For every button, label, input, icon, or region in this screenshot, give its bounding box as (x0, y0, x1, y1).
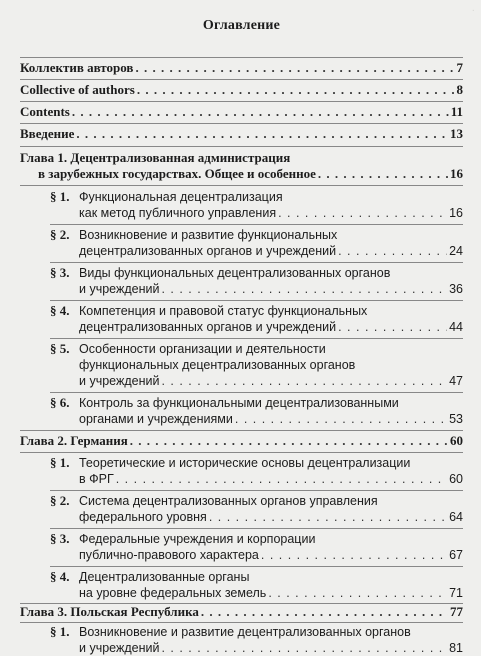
divider (20, 622, 463, 623)
entry-title: федерального уровня (79, 510, 207, 524)
entry-title: Введение (20, 126, 75, 141)
toc-entry-section[interactable] (79, 640, 463, 656)
toc-entry-chapter-1[interactable] (38, 166, 463, 182)
section-title: Особенности организации и деятельности (79, 342, 326, 356)
page-title: Оглавление (202, 18, 281, 33)
show-through: · (471, 6, 475, 17)
leader-dots (209, 509, 447, 525)
section-number: § 4. (50, 303, 70, 318)
section-title: Система децентрализованных органов управления (79, 494, 378, 508)
section-number: § 1. (50, 624, 70, 639)
leader-dots (338, 243, 447, 259)
toc-page (20, 0, 463, 655)
divider (20, 146, 463, 147)
entry-title: Глава 3. Польская Республика (20, 604, 199, 619)
entry-page: 44 (449, 320, 463, 334)
divider (50, 262, 463, 263)
entry-page: 13 (450, 126, 463, 141)
entry-page: 71 (449, 586, 463, 600)
entry-title: на уровне федеральных земель (79, 586, 267, 600)
divider (50, 338, 463, 339)
leader-dots (268, 585, 447, 601)
toc-entry-section[interactable] (79, 509, 463, 525)
divider (50, 490, 463, 491)
section-title: Контроль за функциональными децентрализованными (79, 396, 399, 410)
divider (20, 452, 463, 453)
toc-entry-section[interactable] (79, 319, 463, 335)
leader-dots (72, 104, 449, 120)
leader-dots (278, 205, 447, 221)
leader-dots (338, 319, 447, 335)
leader-dots (116, 471, 447, 487)
leader-dots (235, 411, 447, 427)
section-number: § 2. (50, 227, 70, 242)
leader-dots (161, 640, 447, 656)
divider (20, 185, 463, 186)
entry-page: 67 (449, 548, 463, 562)
toc-entry-section[interactable] (79, 547, 463, 563)
entry-title: в ФРГ (79, 472, 114, 486)
divider (50, 300, 463, 301)
divider (20, 123, 463, 124)
entry-page: 24 (449, 244, 463, 258)
section-title: Функциональная децентрализация (79, 190, 283, 204)
entry-title: децентрализованных органов и учреждений (79, 244, 337, 258)
leader-dots (130, 433, 448, 449)
section-title: Возникновение и развитие децентрализованных органов (79, 625, 411, 639)
entry-page: 47 (449, 374, 463, 388)
divider (50, 392, 463, 393)
divider (20, 79, 463, 80)
leader-dots (137, 82, 455, 98)
toc-entry-section[interactable] (79, 411, 463, 427)
entry-title: в зарубежных государствах. Общее и особенное (38, 166, 316, 181)
entry-title: децентрализованных органов и учреждений (79, 320, 337, 334)
toc-entry[interactable] (20, 60, 463, 76)
entry-page: 16 (450, 166, 463, 181)
divider (20, 57, 463, 58)
section-number: § 2. (50, 493, 70, 508)
toc-entry-section[interactable] (79, 243, 463, 259)
entry-page: 60 (450, 433, 463, 448)
toc-entry-section[interactable] (79, 205, 463, 221)
leader-dots (161, 281, 447, 297)
section-number: § 1. (50, 455, 70, 470)
section-title: Федеральные учреждения и корпорации (79, 532, 316, 546)
entry-page: 64 (449, 510, 463, 524)
chapter-title: Глава 1. Децентрализованная администрация (20, 150, 291, 165)
entry-title: органами и учреждениями (79, 412, 233, 426)
section-title: функциональных децентрализованных органов (79, 358, 356, 372)
divider (50, 528, 463, 529)
entry-title: как метод публичного управления (79, 206, 277, 220)
leader-dots (261, 547, 447, 563)
section-title: Децентрализованные органы (79, 570, 250, 584)
entry-page: 36 (449, 282, 463, 296)
toc-entry-chapter-2[interactable] (20, 433, 463, 449)
entry-title: Коллектив авторов (20, 60, 134, 75)
section-title: Виды функциональных децентрализованных органов (79, 266, 391, 280)
entry-page: 81 (449, 641, 463, 655)
leader-dots (135, 60, 454, 76)
toc-entry[interactable] (20, 104, 463, 120)
leader-dots (201, 604, 448, 620)
entry-title: публично-правового характера (79, 548, 259, 562)
toc-entry-section[interactable] (79, 281, 463, 297)
section-number: § 3. (50, 265, 70, 280)
section-title: Компетенция и правовой статус функциональных (79, 304, 368, 318)
section-number: § 6. (50, 395, 70, 410)
toc-entry-section[interactable] (79, 471, 463, 487)
entry-title: Contents (20, 104, 70, 119)
section-number: § 3. (50, 531, 70, 546)
leader-dots (76, 126, 448, 142)
toc-entry[interactable] (20, 126, 463, 142)
section-number: § 5. (50, 341, 70, 356)
entry-title: и учреждений (79, 374, 160, 388)
entry-page: 11 (450, 104, 463, 119)
entry-title: Collective of authors (20, 82, 135, 97)
divider (50, 566, 463, 567)
toc-entry-section[interactable] (79, 585, 463, 601)
entry-title: и учреждений (79, 282, 160, 296)
section-title: Теоретические и исторические основы децентрализации (79, 456, 411, 470)
section-number: § 1. (50, 189, 70, 204)
entry-title: и учреждений (79, 641, 160, 655)
entry-page: 53 (449, 412, 463, 426)
toc-entry-section[interactable] (79, 373, 463, 389)
toc-entry[interactable] (20, 82, 463, 98)
section-number: § 4. (50, 569, 70, 584)
entry-page: 7 (456, 60, 463, 75)
divider (20, 430, 463, 431)
divider (50, 224, 463, 225)
entry-page: 8 (456, 82, 463, 97)
entry-page: 16 (449, 206, 463, 220)
leader-dots (161, 373, 447, 389)
toc-entry-chapter-3[interactable] (20, 604, 463, 620)
divider (20, 101, 463, 102)
entry-page: 77 (450, 604, 463, 619)
entry-page: 60 (449, 472, 463, 486)
leader-dots (318, 166, 448, 182)
section-title: Возникновение и развитие функциональных (79, 228, 338, 242)
entry-title: Глава 2. Германия (20, 433, 128, 448)
